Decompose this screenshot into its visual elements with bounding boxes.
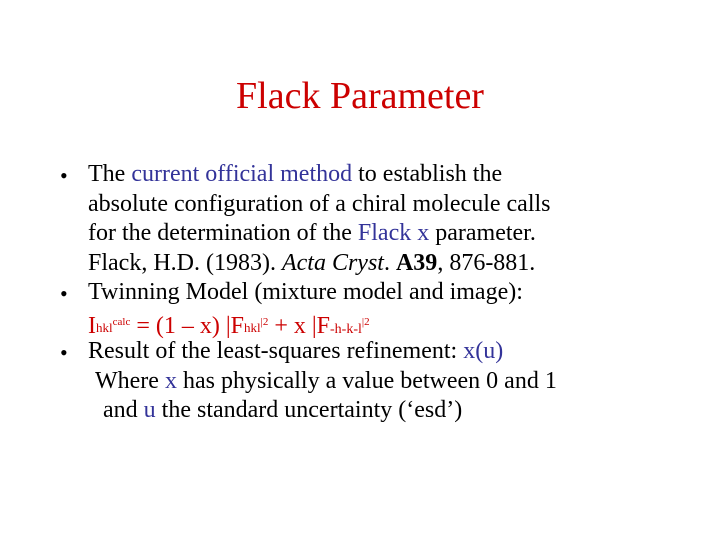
bullet-3-line-2: Where x has physically a value between 0 and 1 [95, 367, 557, 394]
u-term: u [143, 397, 156, 423]
bullet-2-marker: • [60, 281, 68, 306]
current-official-method: current official method [131, 161, 353, 187]
bullet-2-line-1: Twinning Model (mixture model and image): [88, 279, 523, 305]
bullet-3-marker: • [60, 340, 68, 365]
bullet-1-line-3: for the determination of the Flack x parameter. [88, 220, 536, 246]
x-u-term: x(u) [463, 338, 504, 364]
reference-citation: Flack, H.D. (1983). Acta Cryst. A39, 876-881. [88, 249, 536, 276]
x-term: x [164, 367, 177, 394]
bullet-1-line-1: The current official method to establish the [88, 161, 503, 187]
bullet-3-line-3: and u the standard uncertainty (‘esd’) [103, 397, 463, 423]
bullet-3-line-1: Result of the least-squares refinement: x(u) [88, 338, 504, 364]
flack-x-term: Flack x [357, 220, 430, 246]
slide-title: Flack Parameter [236, 75, 484, 117]
journal-volume: A39 [395, 249, 438, 276]
bullet-1-line-2: absolute configuration of a chiral molecule calls [88, 190, 551, 217]
twinning-formula: Ihkl$^{calc}$ = (1 – x) |Fhkl$^{|2}$ + x $|F-h-k-l^{|2}$ [88, 312, 370, 339]
bullet-1-marker: • [60, 163, 68, 188]
journal-name: Acta Cryst [281, 249, 384, 276]
